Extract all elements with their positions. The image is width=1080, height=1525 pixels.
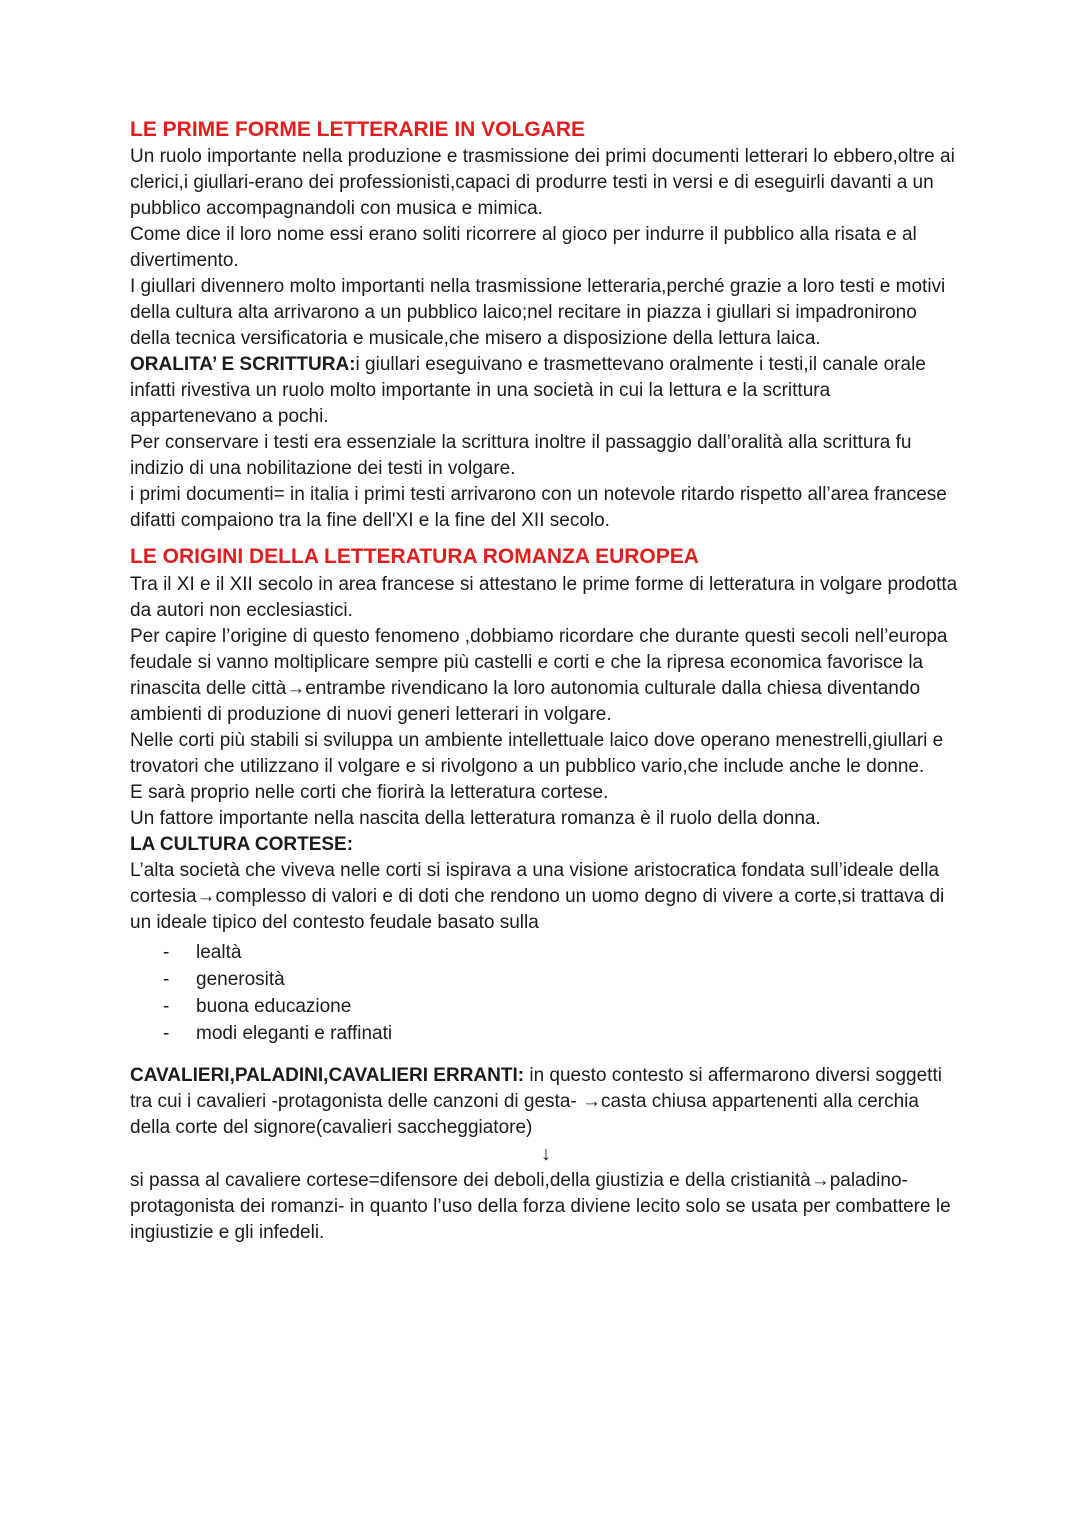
- dash-glyph: -: [163, 969, 170, 990]
- list-item-lealta: [130, 939, 962, 966]
- cavalieri-paladini-text: in questo contesto si affermarono diversi soggetti tra cui i cavalieri -protagonista delle canzoni di gesta- →casta chiusa appartenenti alla cerchia della corte del signore(cavalieri saccheggiatore): [130, 1065, 942, 1138]
- paragraph-ruolo-importante: Un ruolo importante nella produzione e trasmissione dei primi documenti letterari lo ebbero,oltre ai clerici,i giullari-erano dei professionisti,capaci di produrre testi in versi e di eseguirli davanti a un pubblico accompagnandoli con musica e mimica.: [130, 146, 955, 219]
- list-item-generosita: [130, 966, 962, 993]
- paragraph-ruolo-donna: Un fattore importante nella nascita della letteratura romanza è il ruolo della donna.: [130, 808, 821, 829]
- paragraph-origine-fenomeno: Per capire l’origine di questo fenomeno ,dobbiamo ricordare che durante questi secoli nell’europa feudale si vanno moltiplicare sempre più castelli e corti e che la ripresa economica favorisce la rinascita delle città→entrambe rivendicano la loro autonomia culturale dalla chiesa diventando ambienti di produzione di nuovi generi letterari in volgare.: [130, 626, 948, 725]
- list-item-modi-eleganti: [130, 1020, 962, 1047]
- paragraph-tra-xi-xii-secolo: Tra il XI e il XII secolo in area francese si attestano le prime forme di letteratura in volgare prodotta da autori non ecclesiastici.: [130, 574, 958, 621]
- down-arrow-glyph: ↓: [541, 1143, 551, 1165]
- heading-origini-letteratura-romanza: LE ORIGINI DELLA LETTERATURA ROMANZA EUROPEA: [130, 545, 699, 568]
- oralita-scrittura-text: i giullari eseguivano e trasmettevano oralmente i testi,il canale orale: [355, 354, 926, 375]
- virtues-list: [130, 939, 962, 1047]
- paragraph-conservare-testi: Per conservare i testi era essenziale la scrittura inoltre il passaggio dall’oralità alla scrittura fu indizio di una nobilitazione dei testi in volgare.: [130, 432, 912, 479]
- paragraph-alta-societa: L’alta società che viveva nelle corti si ispirava a una visione aristocratica fondata sull’ideale della cortesia→complesso di valori e di doti che rendono un uomo degno di vivere a corte,si trattava di un ideale tipico del contesto feudale basato sulla: [130, 860, 945, 933]
- paragraph-gioco-risata: Come dice il loro nome essi erano soliti ricorrere al gioco per indurre il pubblico alla risata e al divertimento.: [130, 224, 917, 271]
- paragraph-letteratura-cortese: E sarà proprio nelle corti che fiorirà la letteratura cortese.: [130, 782, 609, 803]
- document-page: [130, 0, 962, 1246]
- dash-glyph: -: [163, 1023, 170, 1044]
- list-item-buona-educazione: [130, 993, 962, 1020]
- paragraph-cavalieri-paladini: [130, 1063, 962, 1141]
- dash-glyph: -: [163, 996, 170, 1017]
- paragraph-cavaliere-cortese: si passa al cavaliere cortese=difensore dei deboli,della giustizia e della cristianità→paladino-protagonista dei romanzi- in quanto l’uso della forza diviene lecito solo se usata per combattere le ingiustizie e gli infedeli.: [130, 1170, 951, 1243]
- list-item-label: lealtà: [196, 942, 242, 963]
- dash-glyph: -: [163, 942, 170, 963]
- list-item-label: buona educazione: [196, 996, 352, 1017]
- bold-run-oralita-scrittura: ORALITA’ E SCRITTURA:: [130, 354, 356, 375]
- heading-prime-forme-letterarie: LE PRIME FORME LETTERARIE IN VOLGARE: [130, 118, 586, 141]
- paragraph-societa-lettura: infatti rivestiva un ruolo molto importante in una società in cui la lettura e la scrittura appartenevano a pochi.: [130, 380, 831, 427]
- heading-cultura-cortese: LA CULTURA CORTESE:: [130, 834, 354, 855]
- paragraph-oralita-scrittura: [130, 352, 962, 378]
- list-item-label: modi eleganti e raffinati: [196, 1023, 393, 1044]
- paragraph-trasmissione-letteraria: I giullari divennero molto importanti nella trasmissione letteraria,perché grazie a loro testi e motivi della cultura alta arrivarono a un pubblico laico;nel recitare in piazza i giullari si impadronirono della tecnica versificatoria e musicale,che misero a disposizione della lettura laica.: [130, 276, 946, 349]
- paragraph-corti-stabili: Nelle corti più stabili si sviluppa un ambiente intellettuale laico dove operano menestrelli,giullari e trovatori che utilizzano il volgare e si rivolgono a un pubblico vario,che include anche le donne.: [130, 730, 944, 777]
- list-item-label: generosità: [196, 969, 285, 990]
- paragraph-primi-documenti: i primi documenti= in italia i primi testi arrivarono con un notevole ritardo rispetto all’area francese difatti compaiono tra la fine dell'XI e la fine del XII secolo.: [130, 484, 947, 531]
- bold-run-cavalieri-paladini: CAVALIERI,PALADINI,CAVALIERI ERRANTI:: [130, 1065, 525, 1086]
